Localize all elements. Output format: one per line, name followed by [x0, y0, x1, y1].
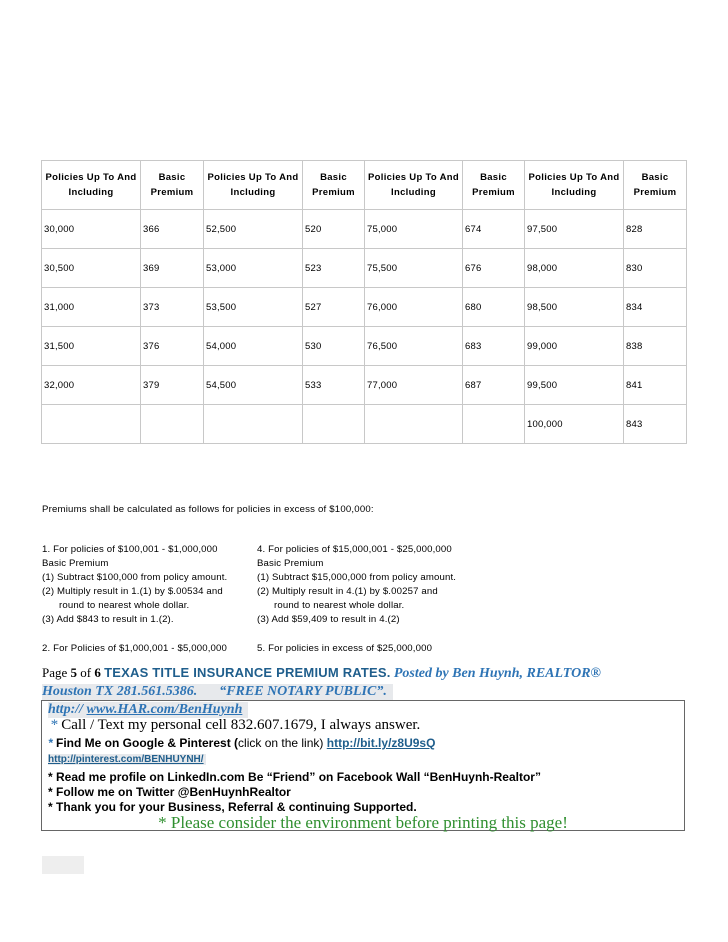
har-prefix: http:// — [48, 702, 84, 717]
rule-block-1 — [42, 543, 227, 627]
table-row — [42, 210, 687, 249]
col-header: Policies Up To And Including — [525, 161, 624, 210]
contact-box — [41, 700, 685, 831]
table-cell: 828 — [624, 210, 687, 249]
table-cell: 523 — [303, 249, 365, 288]
table-cell: 366 — [141, 210, 204, 249]
page-total: 6 — [94, 665, 101, 680]
rule-line: (1) Subtract $100,000 from policy amount. — [42, 572, 228, 583]
rule-line: (2) Multiply result in 4.(1) by $.00257 and — [257, 586, 438, 597]
table-cell: 98,000 — [525, 249, 624, 288]
table-cell: 841 — [624, 366, 687, 405]
table-cell: 30,000 — [42, 210, 141, 249]
rule-line: (2) Multiply result in 1.(1) by $.00534 and — [42, 586, 223, 597]
rule-line: round to nearest whole dollar. — [59, 600, 190, 611]
table-cell: 53,500 — [204, 288, 303, 327]
linkedin-line: * Read me profile on LinkedIn.com Be “Friend” on Facebook Wall “BenHuynh-Realtor” — [48, 770, 541, 784]
table-cell: 527 — [303, 288, 365, 327]
table-cell: 97,500 — [525, 210, 624, 249]
col-header: Policies Up To And Including — [42, 161, 141, 210]
table-cell — [141, 405, 204, 444]
rule-title: 4. For policies of $15,000,001 - $25,000,000 — [257, 544, 452, 555]
pinterest-link[interactable]: http://pinterest.com/BENHUYNH/ — [48, 754, 204, 765]
har-link[interactable] — [48, 702, 248, 718]
rule-line: Basic Premium — [257, 558, 324, 569]
rule-line: Basic Premium — [42, 558, 109, 569]
table-cell: 32,000 — [42, 366, 141, 405]
table-cell: 54,000 — [204, 327, 303, 366]
table-header-row — [42, 161, 687, 210]
rule-title-5: 5. For policies in excess of $25,000,000 — [257, 643, 433, 654]
table-cell: 76,500 — [365, 327, 463, 366]
table-cell: 52,500 — [204, 210, 303, 249]
google-line — [48, 736, 435, 750]
call-line — [50, 717, 420, 734]
table-cell: 369 — [141, 249, 204, 288]
table-cell — [463, 405, 525, 444]
table-row — [42, 366, 687, 405]
environment-note: * Please consider the environment before printing this page! — [158, 813, 568, 832]
table-row — [42, 249, 687, 288]
page-number: 5 — [70, 665, 78, 680]
table-cell: 100,000 — [525, 405, 624, 444]
table-cell: 687 — [463, 366, 525, 405]
rule-line: (3) Add $843 to result in 1.(2). — [42, 614, 174, 625]
table-row — [42, 327, 687, 366]
gray-placeholder — [42, 856, 84, 874]
document-title: TEXAS TITLE INSURANCE PREMIUM RATES. — [104, 665, 391, 680]
table-cell: 674 — [463, 210, 525, 249]
table-cell — [365, 405, 463, 444]
col-header: Basic Premium — [141, 161, 204, 210]
table-cell: 75,500 — [365, 249, 463, 288]
table-cell: 99,500 — [525, 366, 624, 405]
table-cell — [204, 405, 303, 444]
page-prefix: Page — [42, 665, 71, 680]
posted-by: Posted by Ben Huynh, REALTOR® — [393, 666, 601, 681]
table-cell: 373 — [141, 288, 204, 327]
table-cell: 98,500 — [525, 288, 624, 327]
location-phone: Houston TX 281.561.5386. — [42, 684, 198, 699]
table-cell: 680 — [463, 288, 525, 327]
premium-rate-table — [41, 160, 687, 444]
table-cell: 31,000 — [42, 288, 141, 327]
pinterest-line — [48, 754, 206, 765]
table-cell: 530 — [303, 327, 365, 366]
thanks-line: * Thank you for your Business, Referral & continuing Supported. — [48, 800, 417, 814]
table-cell — [42, 405, 141, 444]
google-hint: click on the link) — [238, 736, 324, 750]
table-cell: 683 — [463, 327, 525, 366]
star-icon: * — [50, 717, 58, 733]
excess-premium-intro: Premiums shall be calculated as follows for policies in excess of $100,000: — [42, 504, 374, 515]
table-cell: 77,000 — [365, 366, 463, 405]
table-cell: 76,000 — [365, 288, 463, 327]
table-cell: 379 — [141, 366, 204, 405]
table-cell: 676 — [463, 249, 525, 288]
page-footer-title — [42, 665, 601, 682]
table-row — [42, 288, 687, 327]
table-cell: 520 — [303, 210, 365, 249]
table-cell: 834 — [624, 288, 687, 327]
table-cell — [303, 405, 365, 444]
table-cell: 75,000 — [365, 210, 463, 249]
rule-line: (1) Subtract $15,000,000 from policy amount. — [257, 572, 457, 583]
table-cell: 843 — [624, 405, 687, 444]
rule-line: round to nearest whole dollar. — [274, 600, 405, 611]
page-of: of — [77, 665, 95, 680]
col-header: Basic Premium — [463, 161, 525, 210]
col-header: Basic Premium — [624, 161, 687, 210]
table-cell: 54,500 — [204, 366, 303, 405]
google-link[interactable]: http://bit.ly/z8U9sQ — [326, 736, 436, 750]
col-header: Policies Up To And Including — [365, 161, 463, 210]
rule-line: (3) Add $59,409 to result in 4.(2) — [257, 614, 400, 625]
twitter-line: * Follow me on Twitter @BenHuynhRealtor — [48, 785, 291, 799]
col-header: Basic Premium — [303, 161, 365, 210]
rule-title-2: 2. For Policies of $1,000,001 - $5,000,000 — [42, 643, 227, 654]
table-cell: 31,500 — [42, 327, 141, 366]
table-cell: 830 — [624, 249, 687, 288]
table-cell: 533 — [303, 366, 365, 405]
table-cell: 838 — [624, 327, 687, 366]
table-cell: 53,000 — [204, 249, 303, 288]
google-text: Find Me on Google & Pinterest ( — [56, 736, 239, 750]
call-text: Call / Text my personal cell 832.607.1679, I always answer. — [61, 717, 421, 733]
star-icon: * — [48, 736, 53, 750]
har-url[interactable]: www.HAR.com/BenHuynh — [86, 702, 243, 717]
table-cell: 376 — [141, 327, 204, 366]
table-cell: 99,000 — [525, 327, 624, 366]
col-header: Policies Up To And Including — [204, 161, 303, 210]
contact-line — [42, 684, 393, 701]
rule-title: 1. For policies of $100,001 - $1,000,000 — [42, 544, 218, 555]
table-cell: 30,500 — [42, 249, 141, 288]
table-row — [42, 405, 687, 444]
notary-text: “FREE NOTARY PUBLIC”. — [219, 684, 387, 699]
rule-block-4 — [257, 543, 456, 627]
